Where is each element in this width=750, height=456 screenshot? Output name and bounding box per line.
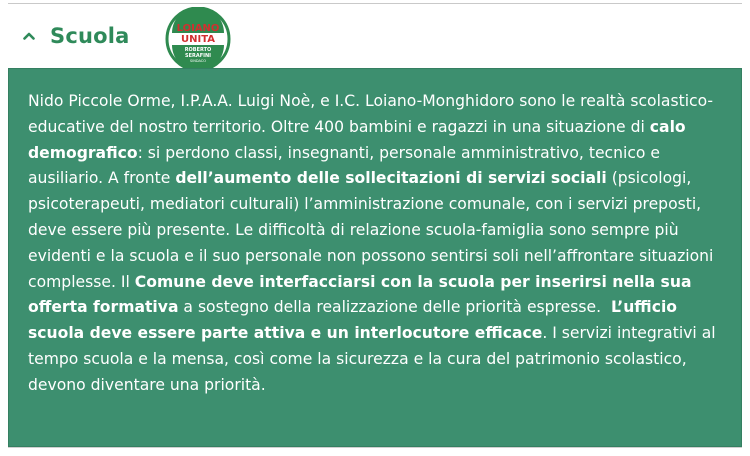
panel-paragraph [28, 89, 718, 399]
accordion-panel [8, 68, 742, 447]
loiano-unita-logo [163, 7, 233, 71]
bold-segment: Comune deve interfacciarsi con la scuola per inserirsi nella sua offerta formativa [28, 272, 692, 317]
accordion-title: Scuola [50, 24, 130, 48]
bold-segment: calo demografico [28, 117, 686, 162]
bold-segment: dell’aumento delle sollecitazioni di servizi sociali [175, 169, 607, 188]
logo-line-4: SERAFINI [184, 53, 212, 59]
logo-line-2: UNITA [181, 34, 215, 45]
bottom-divider [8, 447, 742, 448]
logo-line-1: LOIANO [176, 23, 220, 34]
accordion-header-scuola[interactable] [8, 4, 742, 68]
text-segment: Nido Piccole Orme, I.P.A.A. Luigi Noè, e I.C. Loiano-Monghidoro sono le realtà scolastico-educative del nostro territorio. Oltre 400 bambini e ragazzi in una situazione di [28, 92, 714, 136]
text-segment: : si perdono classi, insegnanti, personale amministrativo, tecnico e ausiliario. A fronte [28, 143, 661, 188]
text-segment: . I servizi integrativi al tempo scuola e la mensa, così come la sicurezza e la cura del patrimonio scolastico, devono diventare una priorità. [28, 324, 716, 394]
logo-line-5: SINDACO [189, 59, 207, 63]
text-segment: a sostegno della realizzazione delle priorità espresse. [178, 298, 611, 317]
logo-line-3: ROBERTO [184, 47, 212, 53]
text-segment: (psicologi, psicoterapeuti, mediatori culturali) l’amministrazione comunale, con i servizi preposti, deve essere più presente. Le difficoltà di relazione scuola-famiglia sono sempre più evidenti e la scuola e il suo personale non possono sentirsi soli nell’affrontare situazioni complesse. Il [28, 169, 714, 291]
bold-segment: L’ufficio scuola deve essere parte attiva e un interlocutore efficace [28, 298, 678, 343]
chevron-up-icon[interactable] [22, 29, 36, 43]
